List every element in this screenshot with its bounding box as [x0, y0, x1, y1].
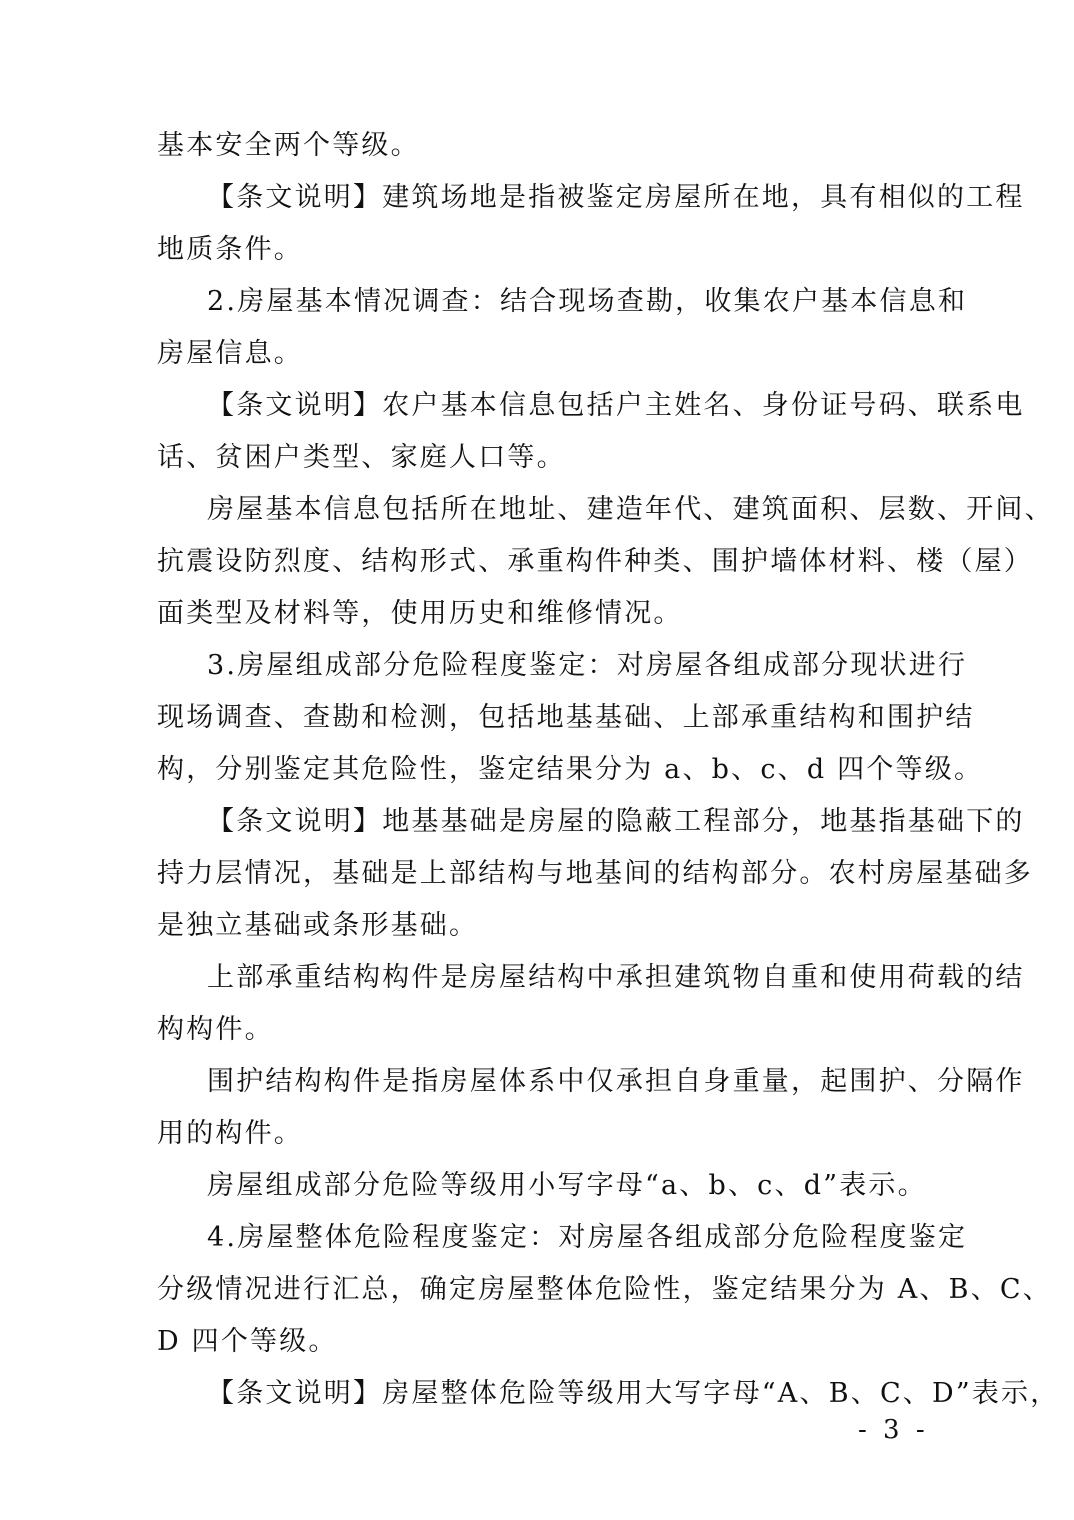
text-line: 持力层情况，基础是上部结构与地基间的结构部分。农村房屋基础多 [157, 858, 1033, 889]
text-line: 现场调查、查勘和检测，包括地基基础、上部承重结构和围护结 [157, 702, 975, 733]
text-line: 【条文说明】房屋整体危险等级用大写字母“A、B、C、D”表示， [207, 1378, 1060, 1409]
text-line: 分级情况进行汇总，确定房屋整体危险性，鉴定结果分为 A、B、C、 [157, 1274, 1052, 1305]
text-line: 是独立基础或条形基础。 [157, 910, 479, 941]
text-line: 上部承重结构构件是房屋结构中承担建筑物自重和使用荷载的结 [207, 962, 1025, 993]
text-line: 面类型及材料等，使用历史和维修情况。 [157, 598, 683, 629]
text-line: 房屋信息。 [157, 338, 303, 369]
text-line: 围护结构构件是指房屋体系中仅承担自身重量，起围护、分隔作 [207, 1066, 1025, 1097]
text-line: 【条文说明】建筑场地是指被鉴定房屋所在地，具有相似的工程 [207, 182, 1025, 213]
text-line: 构构件。 [157, 1014, 274, 1045]
text-line: 房屋基本信息包括所在地址、建造年代、建筑面积、层数、开间、 [207, 494, 1054, 525]
text-line: 基本安全两个等级。 [157, 130, 420, 161]
text-line: 房屋组成部分危险等级用小写字母“a、b、c、d”表示。 [207, 1170, 927, 1201]
text-line: 4.房屋整体危险程度鉴定：对房屋各组成部分危险程度鉴定 [207, 1222, 968, 1253]
text-line: 【条文说明】农户基本信息包括户主姓名、身份证号码、联系电 [207, 390, 1025, 421]
text-line: 话、贫困户类型、家庭人口等。 [157, 442, 566, 473]
text-line: 用的构件。 [157, 1118, 303, 1149]
text-line: 【条文说明】地基基础是房屋的隐蔽工程部分，地基指基础下的 [207, 806, 1025, 837]
text-line: 2.房屋基本情况调查：结合现场查勘，收集农户基本信息和 [207, 286, 968, 317]
text-line: 地质条件。 [157, 234, 303, 265]
text-line: D 四个等级。 [157, 1326, 338, 1357]
text-line: 抗震设防烈度、结构形式、承重构件种类、围护墙体材料、楼（屋） [157, 546, 1033, 577]
text-line: 3.房屋组成部分危险程度鉴定：对房屋各组成部分现状进行 [207, 650, 968, 681]
page-number: - 3 - [858, 1415, 929, 1445]
text-line: 构，分别鉴定其危险性，鉴定结果分为 a、b、c、d 四个等级。 [157, 754, 984, 785]
